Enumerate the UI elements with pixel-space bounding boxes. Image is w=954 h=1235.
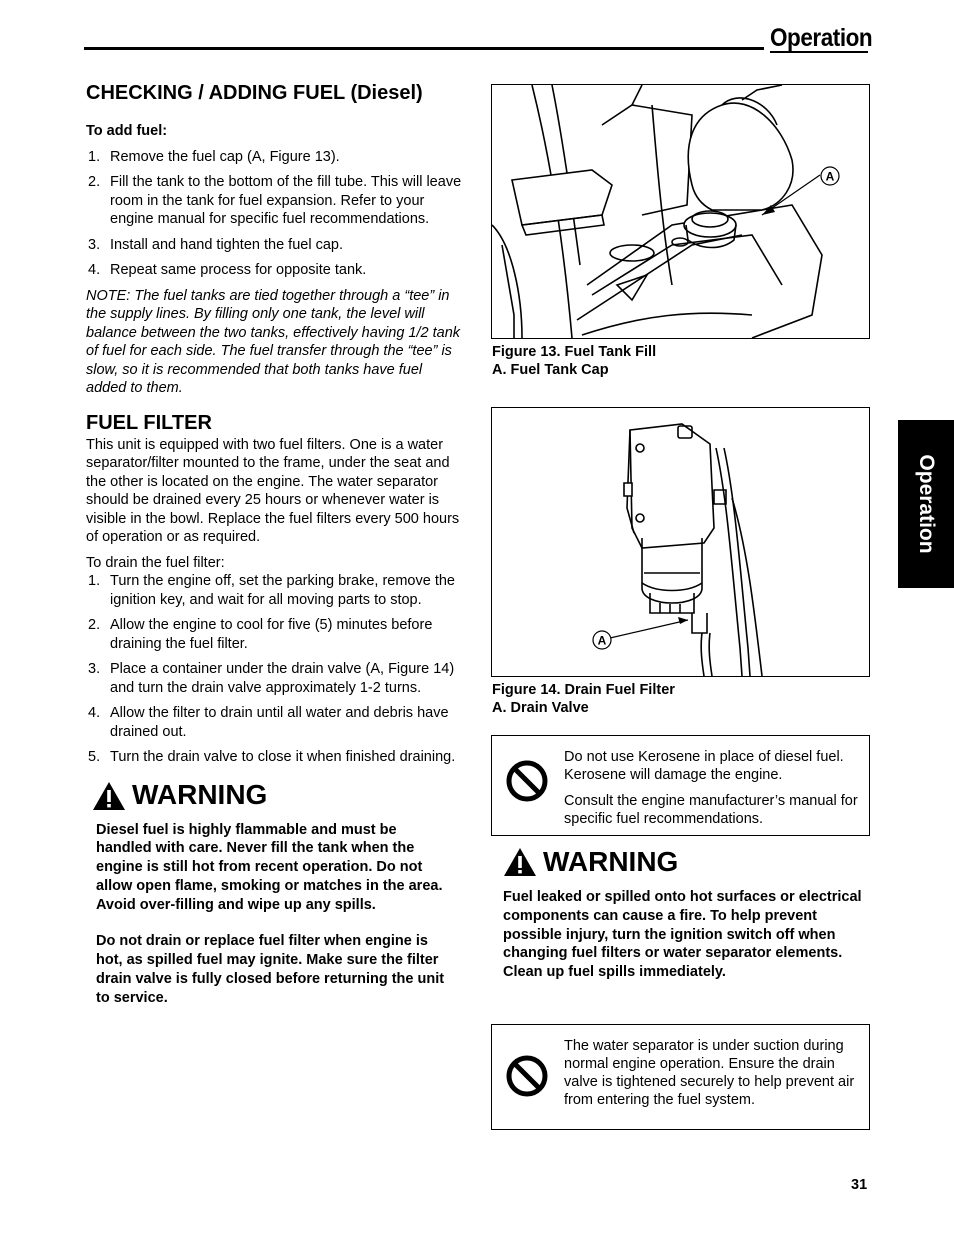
to-drain-label: To drain the fuel filter: <box>86 554 225 571</box>
section-heading-filter: FUEL FILTER <box>86 411 212 434</box>
list-item: 3. Place a container under the drain valve (A, Figure 14) and turn the drain valve approximately 1-2 turns. <box>88 661 455 696</box>
side-tab <box>898 420 954 588</box>
callout-label-a: A <box>597 633 607 648</box>
warning-heading <box>503 846 863 878</box>
notice-box-suction <box>491 1024 870 1130</box>
notice-box-kerosene <box>491 735 870 836</box>
fuel-filter-illustration <box>492 408 869 676</box>
side-tab-label: Operation <box>915 454 938 554</box>
add-fuel-steps <box>86 148 466 280</box>
header-rule <box>84 47 764 50</box>
warning-triangle-icon <box>503 847 537 877</box>
warning-para-1: Diesel fuel is highly flammable and must be handled with care. Never fill the tank when the engine is still hot from recent operation. Do not allow open flame, smoking or matches in the area. Avoid over-filling and wipe up any spills. <box>96 821 443 913</box>
notice-text <box>564 748 859 828</box>
warning-title: WARNING <box>132 779 268 811</box>
warning-text: Fuel leaked or spilled onto hot surfaces or electrical components can cause a fire. To help prevent possible injury, turn the ignition switch off when changing fuel filters or water separator elements. Clean up fuel spills immediately. <box>503 889 862 981</box>
warning-block-left <box>92 781 466 1008</box>
list-item: 1. Remove the fuel cap (A, Figure 13). <box>88 148 340 165</box>
list-item: 3. Install and hand tighten the fuel cap. <box>88 236 343 253</box>
notice-para-2: Consult the engine manufacturer’s manual for specific fuel recommendations. <box>564 793 858 827</box>
notice-text: The water separator is under suction during normal engine operation. Ensure the drain valve is tightened securely to help prevent air from entering the fuel system. <box>564 1038 855 1108</box>
warning-block-right <box>503 846 863 982</box>
figure-13-title: Figure 13. Fuel Tank Fill <box>492 344 657 360</box>
to-add-label: To add fuel: <box>86 123 168 139</box>
list-item: 2. Allow the engine to cool for five (5) minutes before draining the fuel filter. <box>88 617 433 652</box>
list-item: 5. Turn the drain valve to close it when finished draining. <box>88 749 456 765</box>
figure-14-caption <box>492 681 675 717</box>
figure-14-title: Figure 14. Drain Fuel Filter <box>492 682 675 698</box>
page-title: Operation <box>770 24 873 52</box>
drain-steps <box>86 572 466 767</box>
figure-13-legend: A. Fuel Tank Cap <box>492 362 609 378</box>
list-item: 4. Allow the filter to drain until all water and debris have drained out. <box>88 705 449 740</box>
figure-13-caption <box>492 343 656 379</box>
notice-para-1: Do not use Kerosene in place of diesel fuel. Kerosene will damage the engine. <box>564 749 844 783</box>
callout-label-a: A <box>825 169 835 184</box>
note-paragraph: NOTE: The fuel tanks are tied together through a “tee” in the supply lines. By filling only one tank, the level will balance between the two tanks, effectively having 1/2 tank of fuel for each side. The fuel transfer through the “tee” is slow, so it is recommended that both tanks have fuel added to them. <box>86 287 461 396</box>
list-item: 4. Repeat same process for opposite tank. <box>88 262 367 278</box>
filter-paragraph: This unit is equipped with two fuel filters. One is a water separator/filter mounted to the frame, under the seat and the other is located on the engine. The water separator should be drained every 25 hours or whenever water is visible in the bowl. Replace the fuel filters every 500 hours of operation or as required. <box>86 436 460 545</box>
list-item: 2. Fill the tank to the bottom of the fill tube. This will leave room in the tank for fuel expansion. Refer to your engine manual for specific fuel recommendations. <box>88 174 462 227</box>
warning-triangle-icon <box>92 781 126 811</box>
warning-title: WARNING <box>543 846 679 877</box>
warning-para-2: Do not drain or replace fuel filter when engine is hot, as spilled fuel may ignite. Make sure the filter drain valve is fully closed before returning the unit to service. <box>96 933 445 1006</box>
figure-14-legend: A. Drain Valve <box>492 700 589 716</box>
list-item: 1. Turn the engine off, set the parking brake, remove the ignition key, and wait for all moving parts to stop. <box>88 573 455 608</box>
warning-text <box>96 821 452 1008</box>
figure-13 <box>491 84 870 339</box>
fuel-tank-illustration <box>492 85 869 338</box>
page-number: 31 <box>851 1177 868 1193</box>
prohibition-icon <box>506 1055 548 1097</box>
section-heading-fuel: CHECKING / ADDING FUEL (Diesel) <box>86 82 423 104</box>
prohibition-icon <box>506 760 548 802</box>
warning-heading <box>92 781 466 811</box>
figure-14 <box>491 407 870 677</box>
left-column <box>86 80 466 1008</box>
